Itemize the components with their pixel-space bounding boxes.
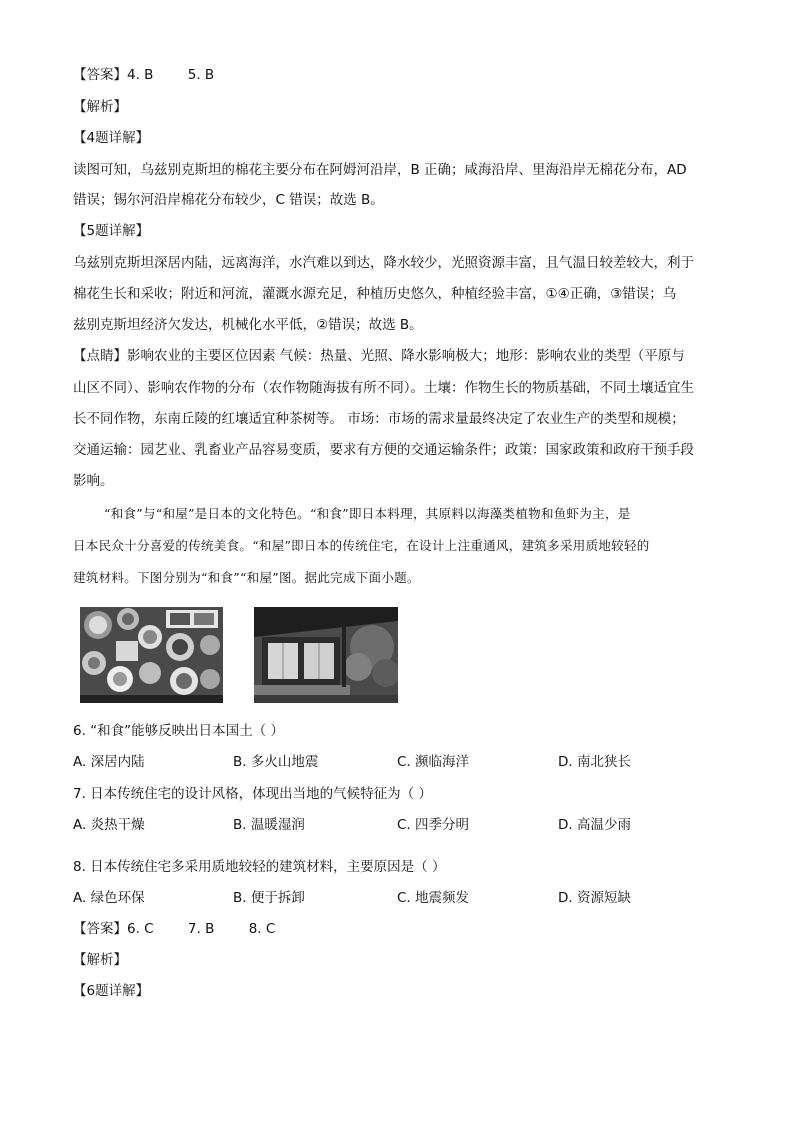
intro-line-3: 建筑材料。下图分别为“和食”“和屋”图。据此完成下面小题。: [73, 570, 420, 585]
q4-text-line-2: 错误；锡尔河沿岸棉花分布较少，C 错误；故选 B。: [73, 192, 384, 208]
tips-tag: 【点睛】: [73, 348, 127, 364]
answer-tag: 【答案】: [73, 67, 127, 83]
intro-line-1: “和食”与“和屋”是日本的文化特色。“和食”即日本料理，其原料以海藻类植物和鱼虾为主，是: [104, 506, 631, 521]
q7-option-c: C. 四季分明: [397, 817, 470, 833]
q7-option-d: D. 高温少雨: [558, 817, 631, 833]
q7-stem: 7. 日本传统住宅的设计风格，体现出当地的气候特征为（ ）: [73, 786, 432, 802]
q6-option-d: D. 南北狭长: [558, 754, 631, 770]
tips-line-2: 山区不同）、影响农作物的分布（农作物随海拔有所不同）。土壤：作物生长的物质基础，不同土壤适宜生: [73, 380, 694, 396]
washoku-photo: [80, 607, 223, 703]
q7-option-a: A. 炎热干燥: [73, 817, 145, 833]
q8-stem: 8. 日本传统住宅多采用质地较轻的建筑材料，主要原因是（ ）: [73, 859, 446, 875]
q6-stem: 6. “和食”能够反映出日本国土（ ）: [73, 723, 284, 739]
answer-line-2: [73, 919, 728, 939]
washoku-house-photo: [254, 607, 398, 703]
q7-option-b: B. 温暖湿润: [233, 817, 305, 833]
tips-line-1: [73, 346, 728, 366]
q6-heading: 【6题详解】: [73, 983, 150, 999]
tips-line-3: 长不同作物，东南丘陵的红壤适宜种茶树等。 市场：市场的需求量最终决定了农业生产的类型和规模；: [73, 411, 685, 427]
q5-heading: 【5题详解】: [73, 223, 150, 239]
q8-option-a: A. 绿色环保: [73, 890, 145, 906]
q8-option-d: D. 资源短缺: [558, 890, 631, 906]
answer2-tag: 【答案】: [73, 921, 127, 937]
tips-text-1: 影响农业的主要区位因素 气候：热量、光照、降水影响极大；地形：影响农业的类型（平原与: [127, 348, 685, 364]
q8-option-b: B. 便于拆卸: [233, 890, 305, 906]
answer-line-1: [73, 65, 728, 85]
analysis2-label: 【解析】: [73, 952, 127, 968]
answer-text: 4. B 5. B: [127, 67, 215, 83]
q8-option-c: C. 地震频发: [397, 890, 470, 906]
q5-text-line-1: 乌兹别克斯坦深居内陆，远离海洋，水汽难以到达，降水较少，光照资源丰富，且气温日较差较大，利于: [73, 255, 694, 271]
tips-line-4: 交通运输：园艺业、乳畜业产品容易变质，要求有方便的交通运输条件；政策：国家政策和政府干预手段: [73, 442, 694, 458]
tips-line-5: 影响。: [73, 473, 114, 489]
answer2-text: 6. C 7. B 8. C: [127, 921, 276, 937]
q4-heading: 【4题详解】: [73, 130, 150, 146]
analysis-label: 【解析】: [73, 99, 127, 115]
q6-option-c: C. 濒临海洋: [397, 754, 470, 770]
q6-option-b: B. 多火山地震: [233, 754, 319, 770]
intro-line-2: 日本民众十分喜爱的传统美食。“和屋”即日本的传统住宅，在设计上注重通风，建筑多采用质地较轻的: [73, 538, 650, 553]
q5-text-line-2: 棉花生长和采收；附近和河流，灌溉水源充足，种植历史悠久，种植经验丰富，①④正确，③错误；乌: [73, 286, 677, 302]
q4-text-line-1: 读图可知，乌兹别克斯坦的棉花主要分布在阿姆河沿岸，B 正确；咸海沿岸、里海沿岸无棉花分布，AD: [73, 162, 687, 178]
q6-option-a: A. 深居内陆: [73, 754, 145, 770]
q5-text-line-3: 兹别克斯坦经济欠发达，机械化水平低，②错误；故选 B。: [73, 317, 423, 333]
